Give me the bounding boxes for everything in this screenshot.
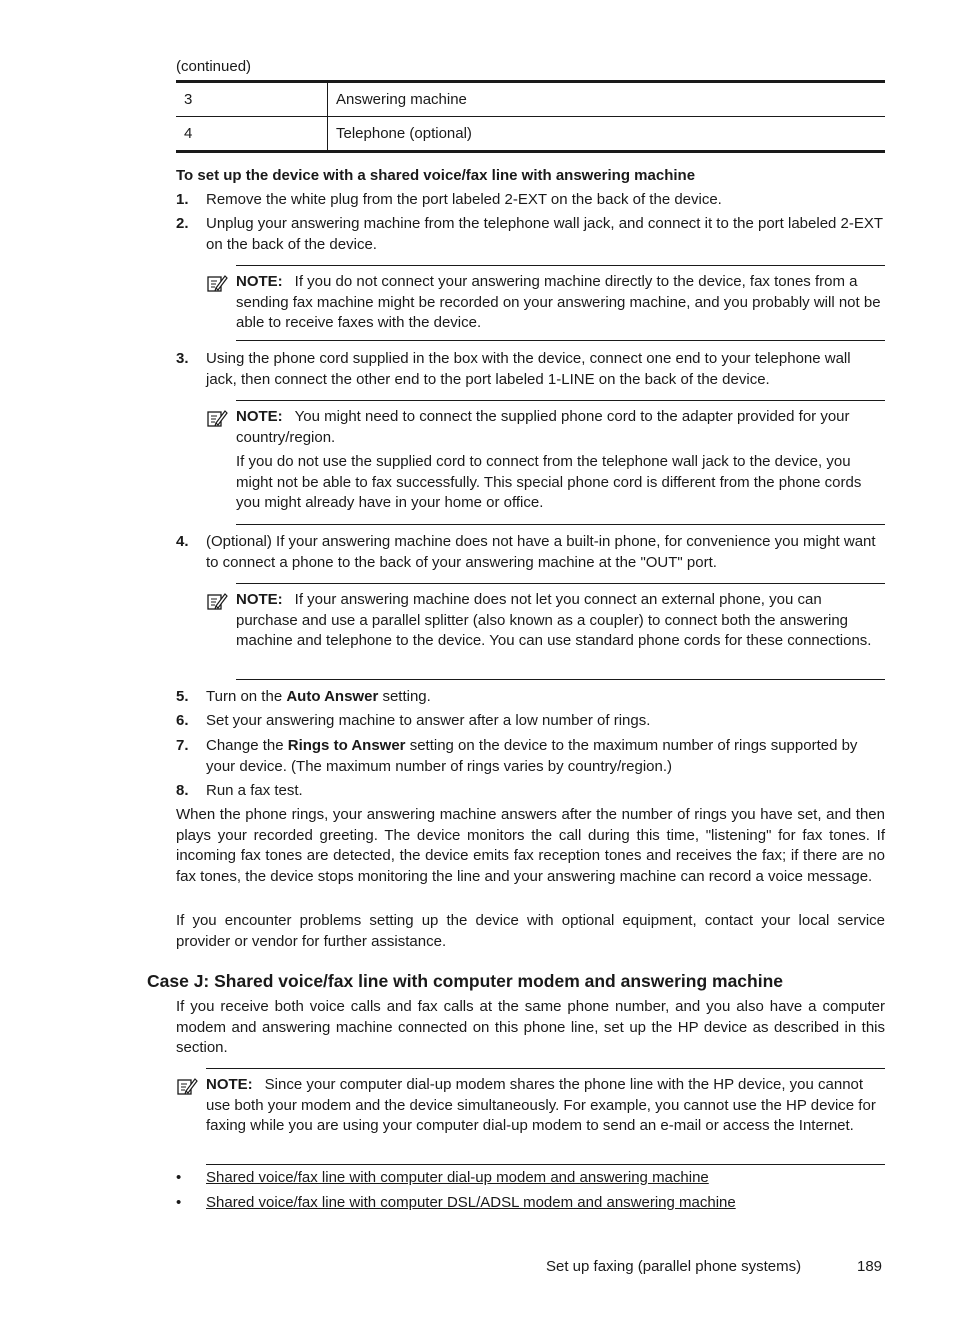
step-7: [176, 736, 885, 777]
table-row: [176, 82, 885, 117]
step-text: (Optional) If your answering machine does not have a built-in phone, for convenience you might want to connect a phone to the back of your answering machine at the "OUT" port.: [206, 533, 876, 571]
note-box: [206, 265, 885, 341]
step-number: 6.: [176, 712, 189, 729]
step-text: Turn on the Auto Answer setting.: [206, 688, 431, 705]
note-label: NOTE:: [236, 408, 283, 425]
step-text: Run a fax test.: [206, 782, 303, 799]
table-row: [176, 117, 885, 152]
continued-label: (continued): [176, 58, 252, 75]
step-8: [176, 781, 885, 802]
section-heading: Case J: Shared voice/fax line with computer modem and answering machine: [147, 971, 784, 991]
divider: [236, 524, 885, 525]
step-number: 8.: [176, 782, 189, 799]
equipment-table: [176, 80, 885, 153]
divider: [206, 1164, 885, 1165]
step-2: [176, 214, 885, 255]
divider: [236, 340, 885, 341]
step-text: Set your answering machine to answer after a low number of rings.: [206, 712, 651, 729]
body-paragraph: If you encounter problems setting up the device with optional equipment, contact your local service provider or vendor for further assistance.: [176, 912, 885, 950]
step-6: [176, 711, 885, 732]
divider: [236, 400, 885, 401]
note-text: If your answering machine does not let you connect an external phone, you can purchase and use a parallel splitter (also known as a coupler) to connect both the answering machine and telephone to the device. You can use standard phone cords for these connections.: [236, 591, 872, 649]
step-text: Unplug your answering machine from the telephone wall jack, and connect it to the port labeled 2-EXT on the back of the device.: [206, 215, 883, 253]
link-dialup-modem[interactable]: Shared voice/fax line with computer dial-up modem and answering machine: [206, 1169, 709, 1186]
step-number: 2.: [176, 215, 189, 232]
note-icon: [206, 408, 228, 428]
note-icon: [206, 591, 228, 611]
step-number: 4.: [176, 533, 189, 550]
step-text: Change the Rings to Answer setting on the device to the maximum number of rings supported by your device. (The maximum number of rings varies by country/region.): [206, 737, 858, 775]
step-text: Using the phone cord supplied in the box with the device, connect one end to your telephone wall jack, then connect the other end to the port labeled 1-LINE on the back of the device.: [206, 350, 851, 388]
divider: [236, 265, 885, 266]
note-icon: [206, 273, 228, 293]
divider: [236, 679, 885, 680]
table-cell-number: 4: [176, 117, 328, 152]
step-5: [176, 687, 885, 708]
list-item: [176, 1168, 885, 1189]
note-label: NOTE:: [206, 1076, 253, 1093]
table-cell-description: Telephone (optional): [328, 117, 886, 152]
step-3: [176, 349, 885, 390]
bullet-icon: •: [176, 1169, 182, 1186]
footer-section-title: Set up faxing (parallel phone systems): [546, 1258, 802, 1275]
page-number: 189: [857, 1258, 883, 1275]
step-number: 7.: [176, 737, 189, 754]
note-box: [206, 400, 885, 525]
step-number: 5.: [176, 688, 189, 705]
step-text: Remove the white plug from the port labeled 2-EXT on the back of the device.: [206, 191, 722, 208]
link-dsl-modem[interactable]: Shared voice/fax line with computer DSL/ADSL modem and answering machine: [206, 1194, 736, 1211]
setting-name: Rings to Answer: [287, 737, 406, 754]
note-label: NOTE:: [236, 273, 283, 290]
step-1: [176, 190, 885, 211]
step-number: 1.: [176, 191, 189, 208]
body-paragraph: If you receive both voice calls and fax calls at the same phone number, and you also have a computer modem and answering machine connected on this phone line, set up the HP device as described in this section.: [176, 998, 885, 1056]
note-box: [206, 583, 885, 680]
list-item: [176, 1193, 885, 1214]
divider: [236, 583, 885, 584]
step-number: 3.: [176, 350, 189, 367]
table-cell-description: Answering machine: [336, 91, 467, 108]
step-4: [176, 532, 885, 573]
note-text: If you do not use the supplied cord to connect from the telephone wall jack to the device, you might not be able to fax successfully. This special phone cord is different from the phone cords you might already have in your home or office.: [236, 453, 862, 511]
table-cell-number: 3: [176, 82, 328, 117]
note-text: Since your computer dial-up modem shares the phone line with the HP device, you cannot use both your modem and the device simultaneously. For example, you cannot use the HP device for faxing while you are using your computer dial-up modem to send an e-mail or access the Internet.: [206, 1076, 876, 1134]
procedure-title: To set up the device with a shared voice/fax line with answering machine: [176, 167, 696, 184]
divider: [206, 1068, 885, 1069]
note-box: [176, 1068, 885, 1165]
setting-name: Auto Answer: [286, 688, 379, 705]
note-text: You might need to connect the supplied phone cord to the adapter provided for your country/region.: [236, 408, 850, 446]
note-text: If you do not connect your answering machine directly to the device, fax tones from a sending fax machine might be recorded on your answering machine, and you probably will not be able to receive faxes with the device.: [236, 273, 881, 331]
body-paragraph: When the phone rings, your answering machine answers after the number of rings you have set, and then plays your recorded greeting. The device monitors the call during this time, "listening" for fax tones. If incoming fax tones are detected, the device emits fax reception tones and receives the fax; if there are no fax tones, the device stops monitoring the line and your answering machine can record a voice message.: [176, 806, 885, 885]
note-label: NOTE:: [236, 591, 283, 608]
bullet-icon: •: [176, 1194, 182, 1211]
note-icon: [176, 1076, 198, 1096]
